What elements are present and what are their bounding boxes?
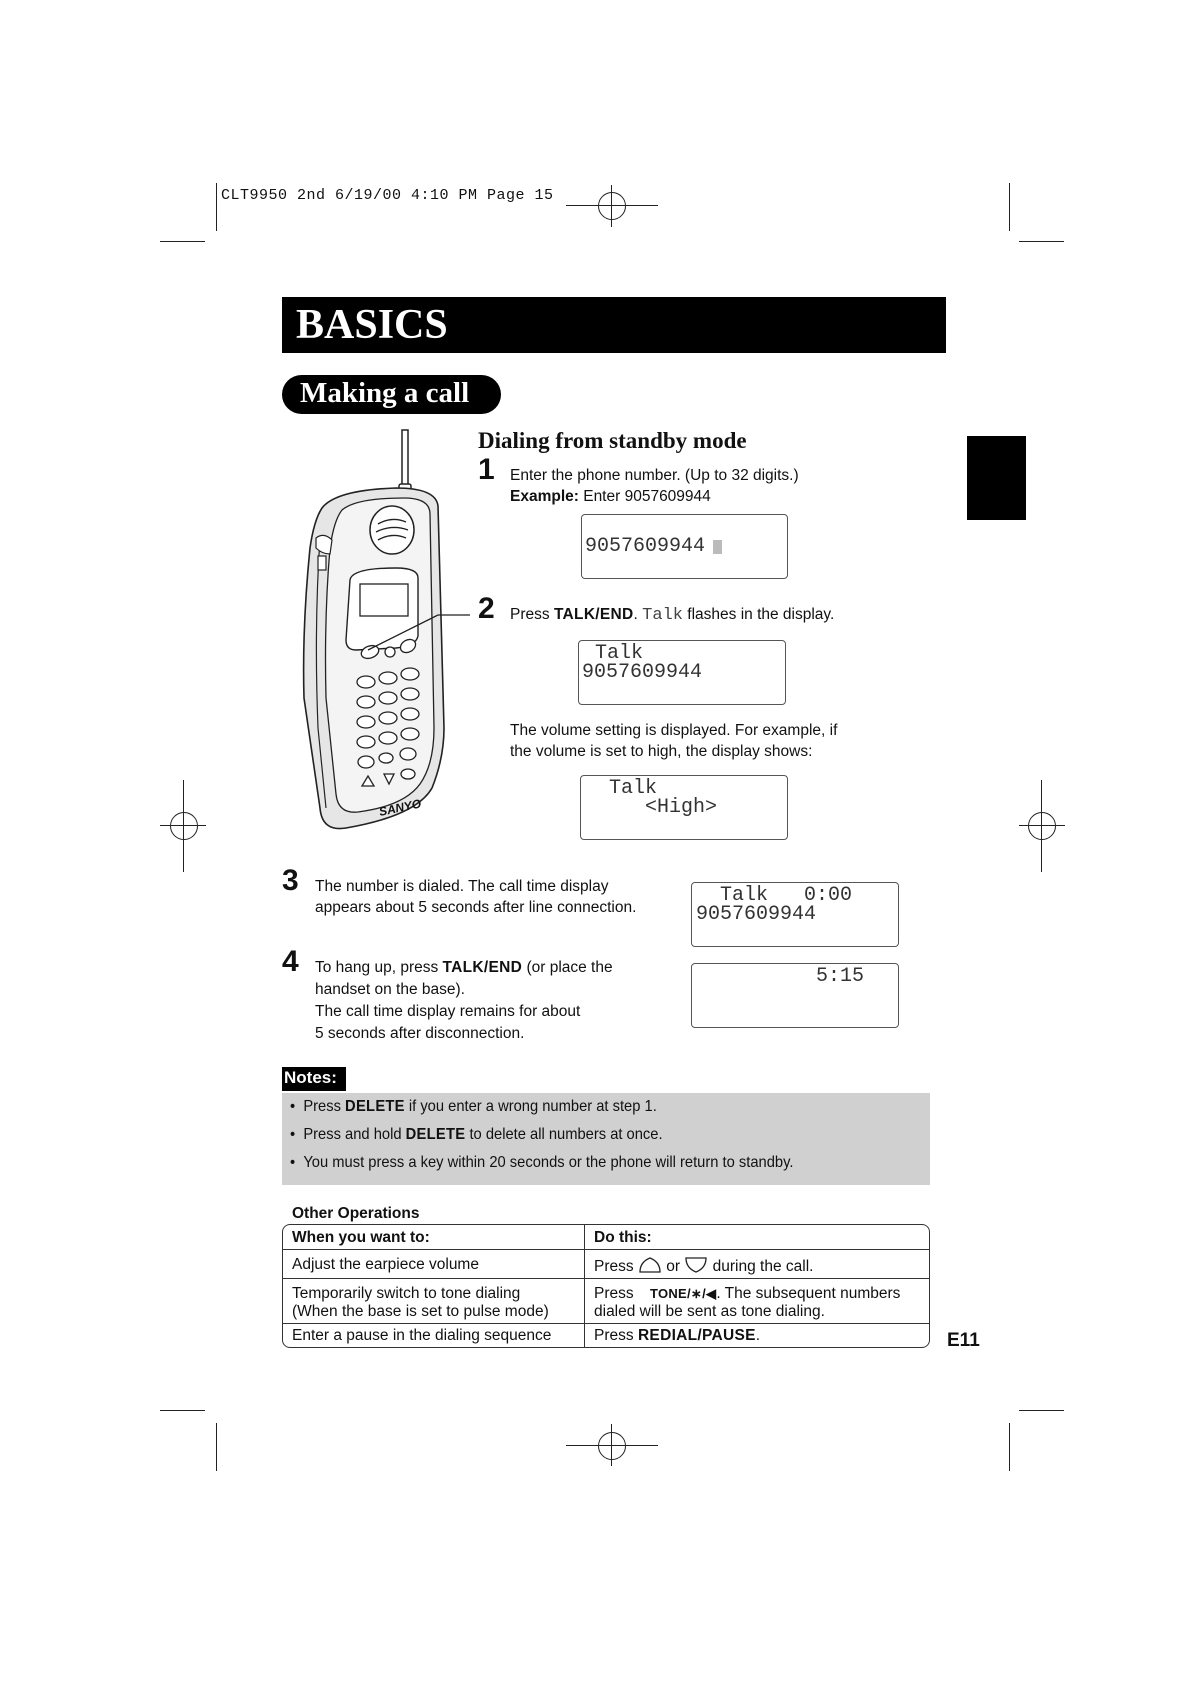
crop-mark bbox=[1009, 1423, 1010, 1471]
subheading: Dialing from standby mode bbox=[478, 428, 747, 453]
step-number: 4 bbox=[282, 945, 299, 978]
volume-text-line-2: the volume is set to high, the display shows: bbox=[510, 743, 813, 760]
col-header-do: Do this: bbox=[585, 1225, 929, 1250]
step-1-text: Enter the phone number. (Up to 32 digits.) bbox=[510, 467, 799, 484]
lcd-line: Talk 0:00 bbox=[696, 884, 853, 907]
topic-title: Making a call bbox=[300, 377, 470, 409]
thumb-tab bbox=[967, 436, 1026, 520]
section-banner bbox=[282, 297, 946, 353]
step-number: 2 bbox=[478, 592, 495, 625]
example-label: Example: bbox=[510, 488, 579, 505]
operations-table bbox=[282, 1224, 930, 1348]
banner-title: BASICS bbox=[296, 302, 448, 348]
crop-mark bbox=[160, 1410, 205, 1411]
note-item: • You must press a key within 20 seconds or the phone will return to standby. bbox=[290, 1154, 794, 1171]
notes-box bbox=[282, 1093, 930, 1185]
cell-do: Press or during the call. bbox=[585, 1250, 929, 1279]
step-4-line-2: handset on the base). bbox=[315, 981, 465, 998]
lcd-line: Talk bbox=[585, 777, 658, 800]
topic-pill bbox=[282, 375, 501, 414]
lcd-display bbox=[691, 882, 899, 947]
crop-mark bbox=[1009, 183, 1010, 231]
lcd-line: Talk bbox=[583, 642, 644, 665]
step-3-line-2: appears about 5 seconds after line connection. bbox=[315, 899, 637, 916]
example-text: Enter 9057609944 bbox=[578, 488, 711, 505]
step-2-text: Press TALK/END. Talk flashes in the display. bbox=[510, 606, 835, 625]
brand-logo: SANYO bbox=[377, 796, 423, 819]
note-item: • Press and hold DELETE to delete all numbers at once. bbox=[290, 1126, 663, 1143]
crop-mark bbox=[216, 1423, 217, 1471]
table-header-row bbox=[283, 1225, 929, 1250]
page-number: E11 bbox=[947, 1330, 980, 1351]
lcd-line: 9057609944 bbox=[582, 661, 703, 684]
step-4-line-4: 5 seconds after disconnection. bbox=[315, 1025, 525, 1042]
step-number: 3 bbox=[282, 864, 299, 897]
tone-key: TONE/∗/◀ bbox=[649, 1286, 717, 1301]
lcd-display bbox=[578, 640, 786, 705]
cell-want: Enter a pause in the dialing sequence bbox=[283, 1324, 585, 1347]
col-header-want: When you want to: bbox=[283, 1225, 585, 1250]
table-row bbox=[283, 1324, 929, 1347]
crop-mark bbox=[1019, 1410, 1064, 1411]
table-row bbox=[283, 1250, 929, 1279]
lcd-display bbox=[581, 514, 788, 579]
lcd-line: 9057609944 bbox=[585, 535, 706, 558]
note-item: • Press DELETE if you enter a wrong number at step 1. bbox=[290, 1098, 657, 1115]
key-talk-end: TALK/END bbox=[442, 959, 523, 976]
volume-text-line-1: The volume setting is displayed. For example, if bbox=[510, 722, 838, 739]
lcd-cursor bbox=[713, 540, 722, 554]
volume-down-key-icon bbox=[684, 1256, 708, 1274]
step-1-example bbox=[510, 486, 711, 507]
crop-mark bbox=[160, 241, 205, 242]
step-4-line-3: The call time display remains for about bbox=[315, 1003, 581, 1020]
ops-title: Other Operations bbox=[292, 1205, 420, 1222]
lcd-display bbox=[580, 775, 788, 840]
lcd-line: 5:15 bbox=[696, 965, 865, 988]
crop-mark bbox=[1019, 241, 1064, 242]
table-row bbox=[283, 1279, 929, 1324]
cell-want: Adjust the earpiece volume bbox=[283, 1250, 585, 1279]
lcd-display bbox=[691, 963, 899, 1028]
volume-up-key-icon bbox=[638, 1256, 662, 1274]
crop-mark bbox=[216, 183, 217, 231]
notes-label: Notes: bbox=[282, 1067, 346, 1091]
talk-indicator: Talk bbox=[642, 606, 683, 625]
print-slug: CLT9950 2nd 6/19/00 4:10 PM Page 15 bbox=[221, 187, 554, 204]
cell-do: Press REDIAL/PAUSE. bbox=[594, 1327, 761, 1344]
step-4-line-1: To hang up, press TALK/END (or place the bbox=[315, 959, 613, 976]
step-3-line-1: The number is dialed. The call time display bbox=[315, 878, 609, 895]
key-redial-pause: REDIAL/PAUSE bbox=[637, 1327, 756, 1344]
key-talk-end: TALK/END bbox=[553, 606, 634, 623]
handset-illustration bbox=[296, 428, 506, 838]
cell-want: Temporarily switch to tone dialing (When the base is set to pulse mode) bbox=[283, 1279, 585, 1324]
step-number: 1 bbox=[478, 453, 495, 486]
lcd-line: <High> bbox=[585, 796, 718, 819]
lcd-line: 9057609944 bbox=[696, 903, 817, 926]
cell-do: Press TONE/∗/◀. The subsequent numbers dialed will be sent as tone dialing. bbox=[585, 1279, 929, 1324]
